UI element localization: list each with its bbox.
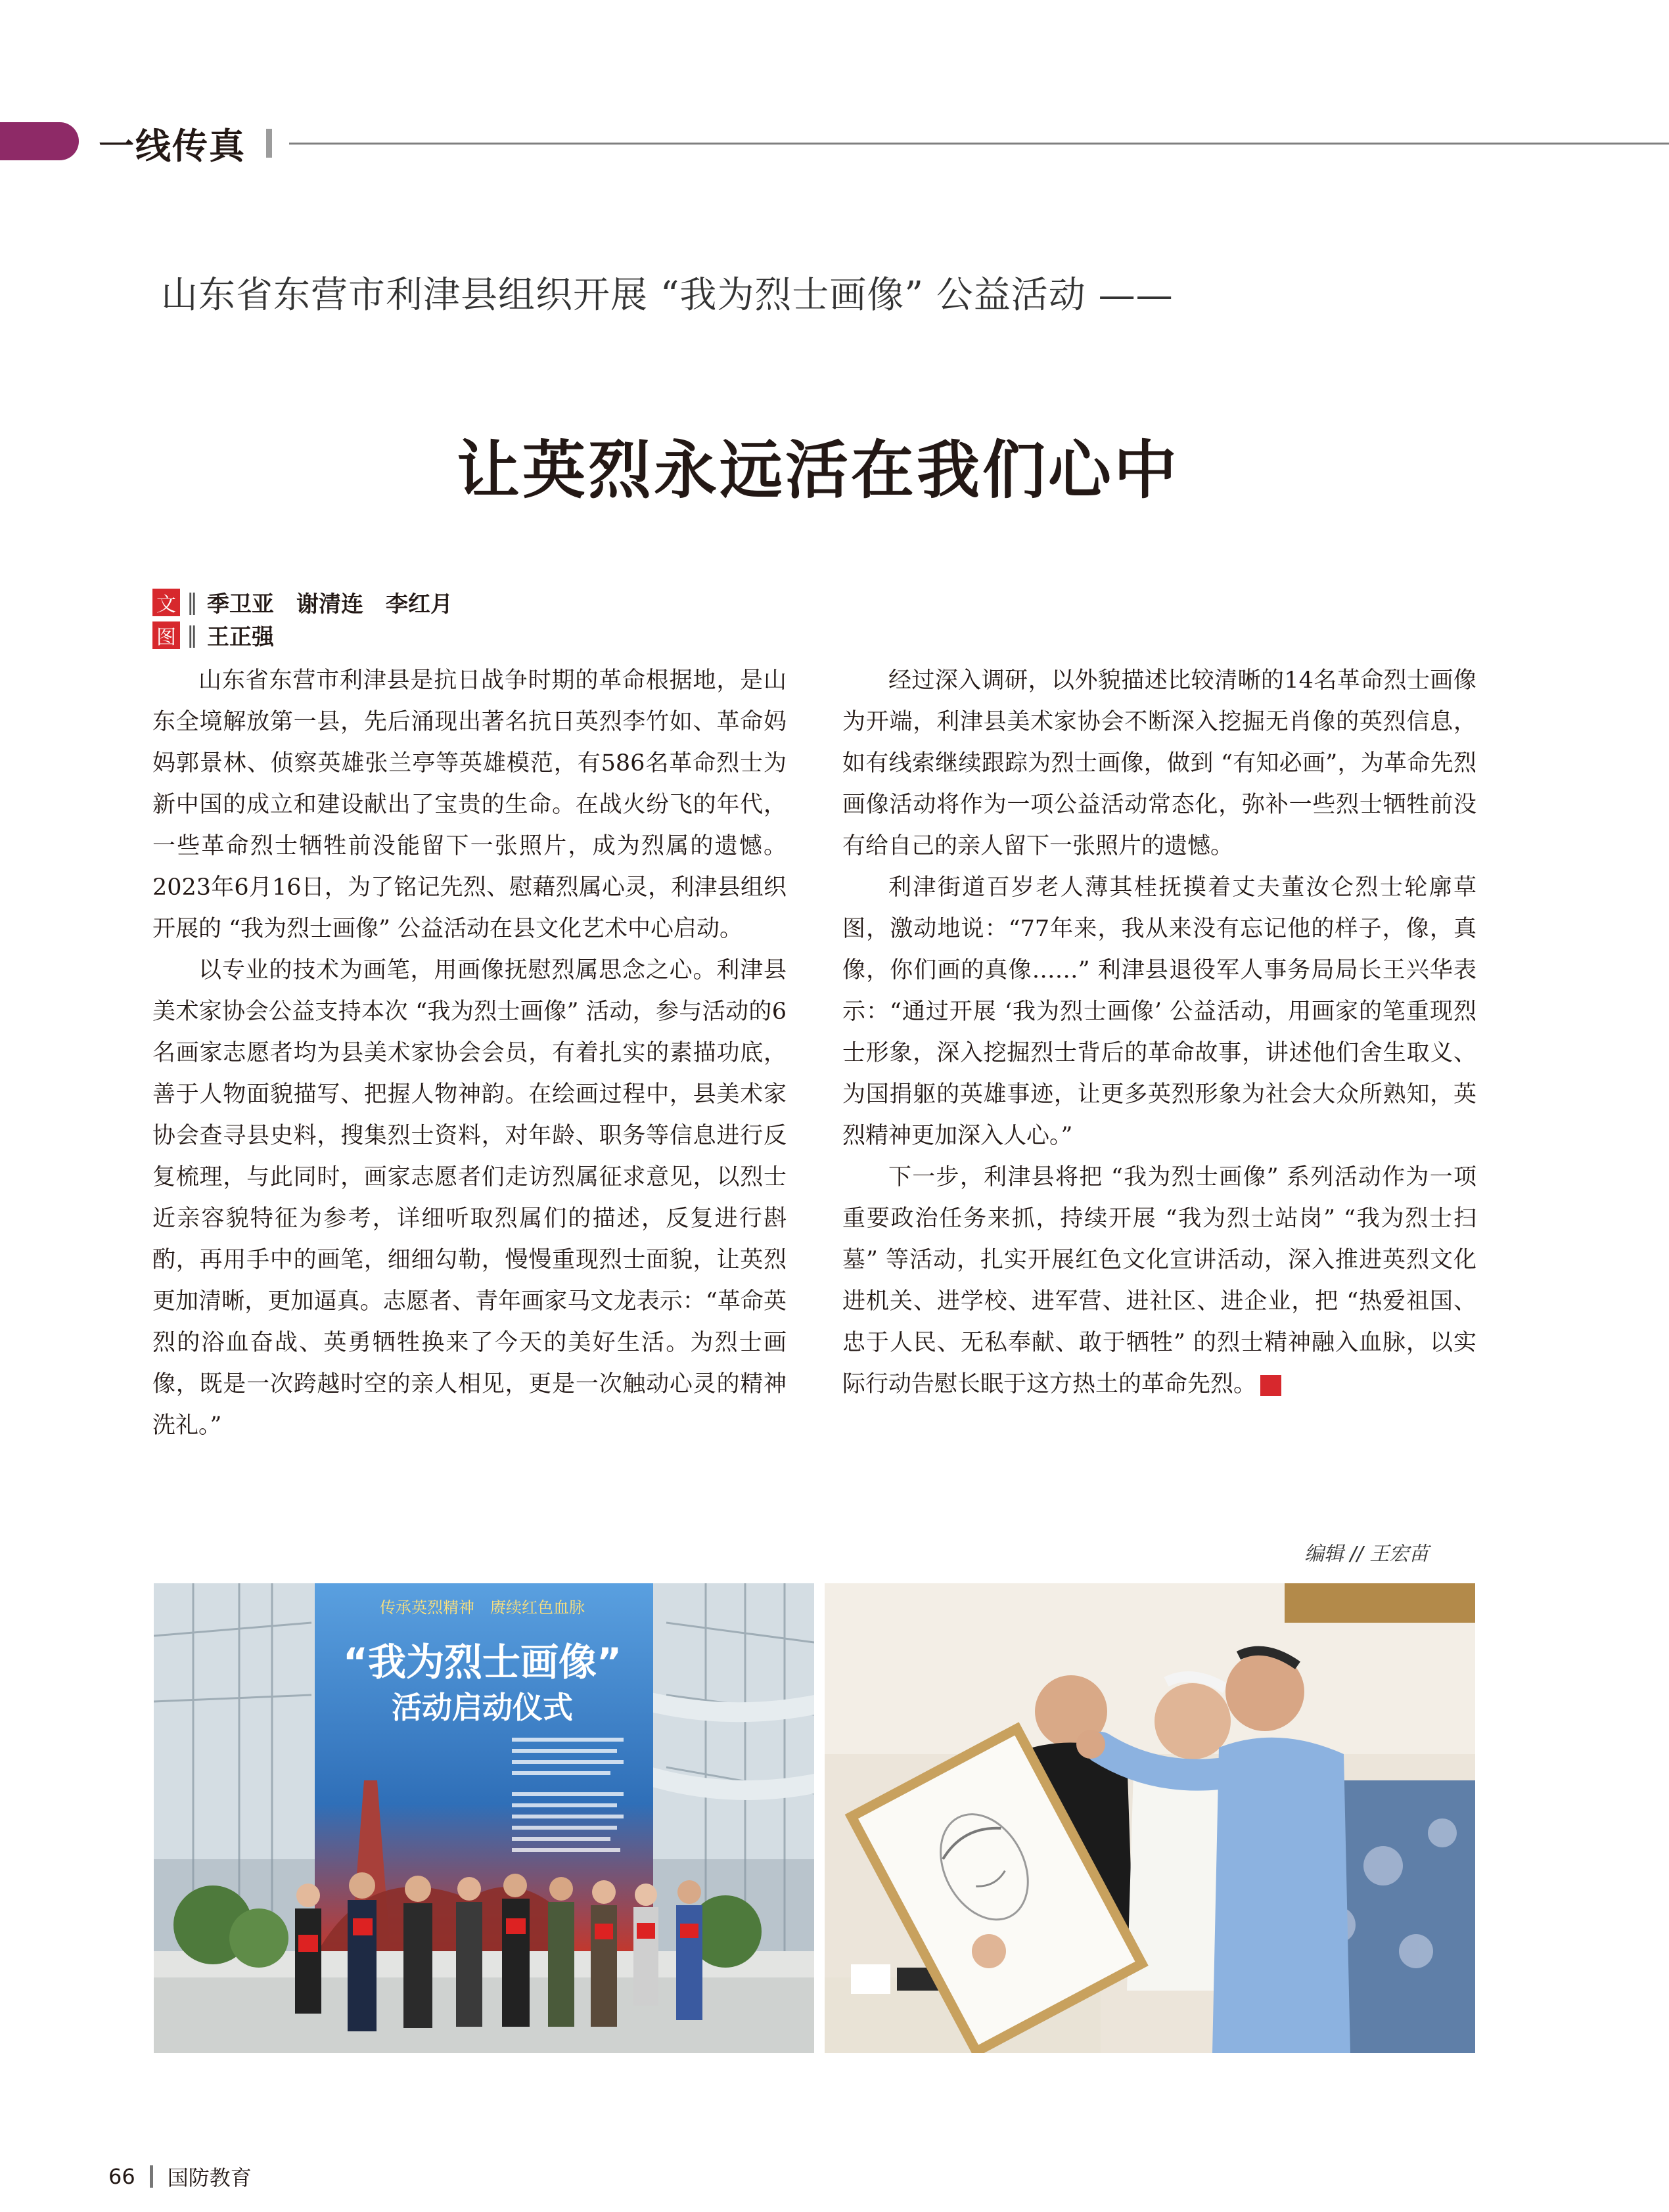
banner-title-text: “我为烈士画像” (342, 1640, 622, 1684)
right-column (842, 660, 1476, 1405)
section-title: 一线传真 (99, 125, 246, 167)
section-color-bar (0, 122, 79, 160)
credit-separator: ‖ (187, 621, 198, 648)
banner-sub-text: 活动启动仪式 (392, 1690, 573, 1725)
page-number: 66 (108, 2164, 135, 2189)
article-title: 让英烈永远活在我们心中 (457, 434, 1179, 507)
paragraph: 以专业的技术为画笔，用画像抚慰烈属思念之心。利津县美术家协会公益支持本次 “我为烈士画像” 活动，参与活动的6名画家志愿者均为县美术家协会会员，有着扎实的素描功底，善于人物面貌描写、把握人物神韵。在绘画过程中，县美术家协会查寻县史料，搜集烈士资料，对年龄、职务等信息进行反复梳理，与此同时，画家志愿者们走访烈属征求意见，以烈士近亲容貌特征为参考，详细听取烈属们的描述，反复进行斟酌，再用手中的画笔，细细勾勒，慢慢重现烈士面貌，让英烈更加清晰，更加逼真。志愿者、青年画家马文龙表示：“革命英烈的浴血奋战、英勇牺牲换来了今天的美好生活。为烈士画像，既是一次跨越时空的亲人相见，更是一次触动心灵的精神洗礼。” (152, 957, 787, 1439)
photo-launch-ceremony (154, 1583, 814, 2053)
header-rule (289, 143, 1669, 145)
paragraph: 山东省东营市利津县是抗日战争时期的革命根据地，是山东全境解放第一县，先后涌现出著名抗日英烈李竹如、革命妈妈郭景林、侦察英雄张兰亭等英雄模范，有586名革命烈士为新中国的成立和建设献出了宝贵的生命。在战火纷飞的年代，一些革命烈士牺牲前没能留下一张照片，成为烈属的遗憾。2023年6月16日，为了铭记先烈、慰藉烈属心灵，利津县组织开展的 “我为烈士画像” 公益活动在县文化艺术中心启动。 (152, 667, 787, 942)
banner-top-text: 传承英烈精神 赓续红色血脉 (380, 1598, 585, 1617)
byline-text (152, 586, 453, 618)
credit-separator: ‖ (187, 589, 198, 616)
end-mark-icon: G (1260, 1375, 1281, 1396)
paragraph: 利津街道百岁老人薄其桂抚摸着丈夫董汝仑烈士轮廓草图，激动地说：“77年来，我从来没有忘记他的样子，像，真像，你们画的真像……” 利津县退役军人事务局局长王兴华表示：“通过开展 ‘我为烈士画像’ 公益活动，用画家的笔重现烈士形象，深入挖掘烈士背后的革命故事，讲述他们舍生取义、为国捐躯的英雄事迹，让更多英烈形象为社会大众所熟知，英烈精神更加深入人心。” (842, 874, 1476, 1149)
footer-divider (150, 2165, 153, 2188)
photo-author: 王正强 (207, 624, 274, 650)
left-column (152, 660, 787, 1447)
page-footer (108, 2161, 252, 2192)
article-subtitle: 山东省东营市利津县组织开展 “我为烈士画像” 公益活动 —— (161, 274, 1174, 317)
paragraph-text: 下一步，利津县将把 “我为烈士画像” 系列活动作为一项重要政治任务来抓，持续开展 “我为烈士站岗” “我为烈士扫墓” 等活动，扎实开展红色文化宣讲活动，深入推进英烈文化进机关、进学校、进军营、进社区、进企业，把 “热爱祖国、忠于人民、无私奉献、敢于牺牲” 的烈士精神融入血脉，以实际行动告慰长眠于这方热土的革命先烈。 (842, 1164, 1476, 1397)
text-authors: 季卫亚 谢清连 李红月 (207, 591, 453, 618)
magazine-name: 国防教育 (167, 2165, 252, 2190)
section-divider-mark (266, 129, 272, 158)
text-credit-tag: 文 (152, 589, 180, 616)
paragraph: 经过深入调研，以外貌描述比较清晰的14名革命烈士画像为开端，利津县美术家协会不断深入挖掘无肖像的英烈信息，如有线索继续跟踪为烈士画像，做到 “有知必画”，为革命先烈画像活动将作为一项公益活动常态化，弥补一些烈士牺牲前没有给自己的亲人留下一张照片的遗憾。 (842, 667, 1476, 859)
paragraph (842, 1157, 1476, 1405)
byline-photo (152, 619, 274, 651)
photo-portrait-drawing (825, 1583, 1475, 2053)
editor-credit: 编辑 // 王宏苗 (1304, 1543, 1429, 1566)
photo-credit-tag: 图 (152, 621, 180, 649)
